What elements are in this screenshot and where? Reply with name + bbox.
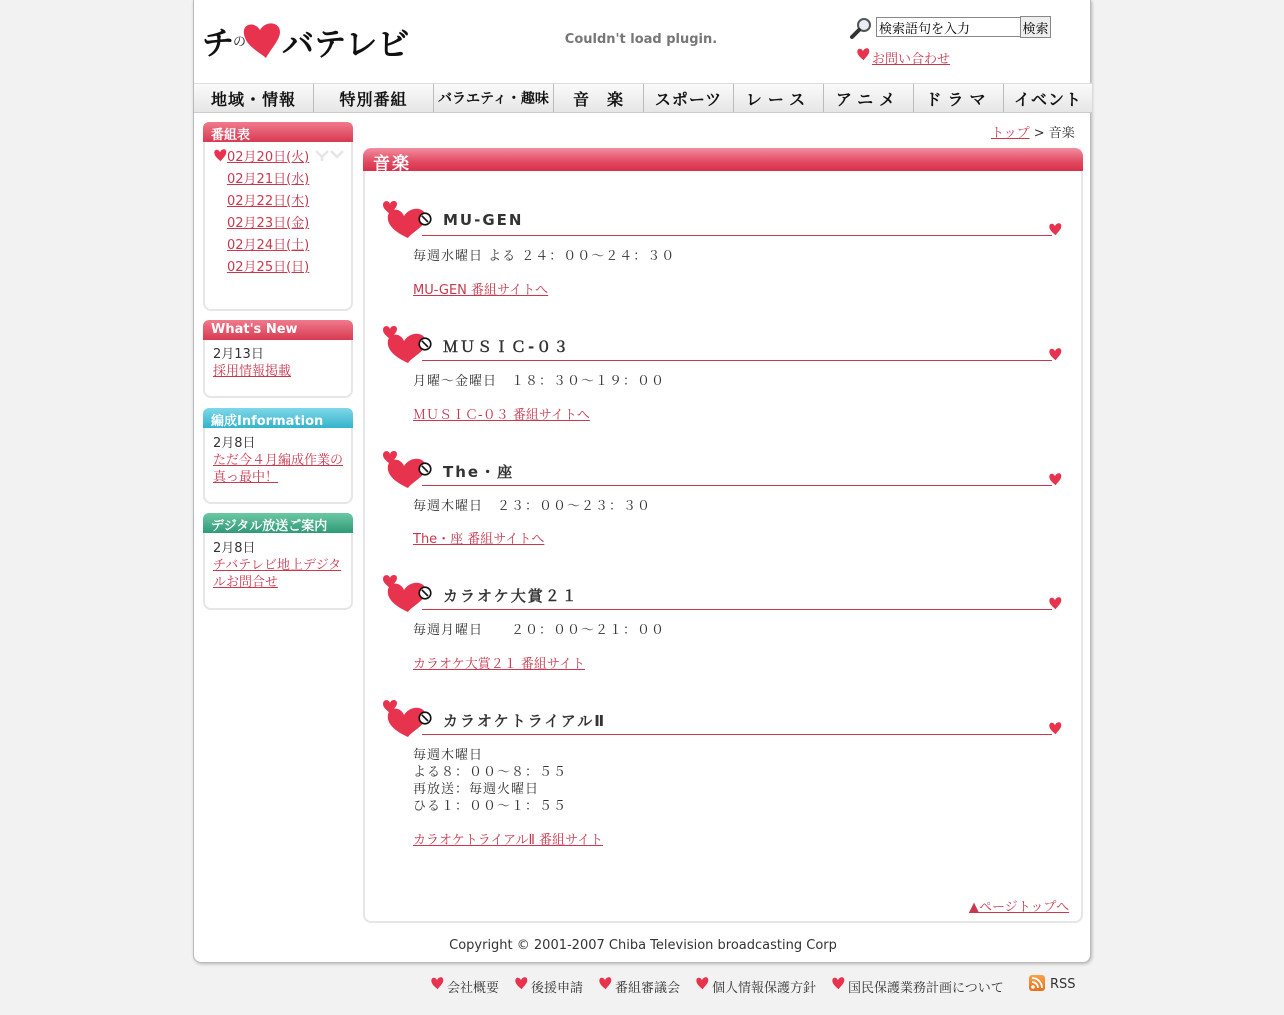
program-item bbox=[382, 325, 1072, 425]
whats-new-box bbox=[203, 320, 353, 398]
clock-icon bbox=[418, 711, 432, 725]
heart-icon bbox=[695, 976, 709, 994]
nav-item-variety[interactable]: バラエティ・趣味 bbox=[434, 84, 554, 112]
schedule-box bbox=[203, 122, 353, 311]
whats-new-date: 2月13日 bbox=[213, 347, 264, 362]
page-container bbox=[193, 0, 1091, 963]
copyright: Copyright © 2001-2007 Chiba Television broadcasting Corp bbox=[449, 938, 837, 953]
schedule-line: 毎週水曜日 よる ２４：００～２４：３０ bbox=[413, 249, 676, 264]
list-item bbox=[227, 234, 351, 256]
program-schedule bbox=[413, 373, 665, 390]
digital-link[interactable]: チバテレビ地上デジタルお問合せ bbox=[213, 558, 342, 590]
schedule-date-link[interactable]: 02月23日(金) bbox=[227, 216, 310, 231]
contact-link[interactable]: お問い合わせ bbox=[872, 52, 951, 67]
digital-title: デジタル放送ご案内 bbox=[203, 513, 353, 533]
heart-icon bbox=[430, 976, 444, 994]
info-date: 2月8日 bbox=[213, 436, 256, 451]
nav-item-sports[interactable]: スポーツ bbox=[644, 84, 734, 112]
heart-icon bbox=[1048, 472, 1062, 490]
program-title: カラオケ大賞２１ bbox=[443, 587, 579, 605]
digital-box bbox=[203, 513, 353, 610]
site-logo[interactable] bbox=[202, 20, 432, 60]
list-item bbox=[227, 146, 351, 168]
list-item bbox=[227, 212, 351, 234]
heart-icon bbox=[1048, 596, 1062, 614]
clock-icon bbox=[418, 462, 432, 476]
breadcrumb-separator: > bbox=[1029, 126, 1049, 141]
whats-new-link[interactable]: 採用情報掲載 bbox=[213, 364, 292, 379]
program-schedule bbox=[413, 248, 675, 265]
info-link[interactable]: ただ今４月編成作業の真っ最中！ bbox=[213, 453, 344, 485]
program-site-link[interactable]: カラオケ大賞２１ 番組サイト bbox=[413, 657, 585, 672]
schedule-date-link[interactable]: 02月21日(水) bbox=[227, 172, 310, 187]
schedule-line: 再放送：毎週火曜日 bbox=[413, 782, 540, 797]
program-item bbox=[382, 699, 1072, 859]
list-item bbox=[227, 190, 351, 212]
heart-icon bbox=[514, 976, 528, 994]
schedule-title: 番組表 bbox=[203, 122, 353, 142]
footer-link-label: 会社概要 bbox=[447, 981, 500, 996]
clock-icon bbox=[418, 586, 432, 600]
plugin-message: Couldn't load plugin. bbox=[564, 32, 718, 47]
program-title: The・座 bbox=[443, 463, 515, 481]
program-site-link[interactable]: The・座 番組サイトへ bbox=[413, 532, 545, 547]
search-icon bbox=[850, 16, 874, 40]
list-item bbox=[227, 256, 351, 278]
footer-link-label: 後援申請 bbox=[531, 981, 584, 996]
nav-item-anime[interactable]: アニメ bbox=[824, 84, 914, 112]
main-nav bbox=[194, 83, 1092, 113]
svg-text:の: の bbox=[233, 35, 247, 50]
info-title: 編成Information bbox=[203, 408, 353, 428]
nav-item-drama[interactable]: ドラマ bbox=[914, 84, 1004, 112]
heart-icon bbox=[856, 47, 870, 65]
info-box bbox=[203, 408, 353, 504]
nav-item-event[interactable]: イベント bbox=[1013, 89, 1082, 109]
schedule-line: ひる１：００～１：５５ bbox=[413, 799, 568, 814]
breadcrumb-home-link[interactable]: トップ bbox=[991, 126, 1030, 141]
rss-icon bbox=[1029, 975, 1045, 991]
divider bbox=[422, 734, 1052, 735]
program-title: カラオケトライアルⅡ bbox=[443, 712, 607, 730]
page-top-link[interactable]: ▲ページトップへ bbox=[969, 900, 1070, 915]
program-item bbox=[382, 450, 1072, 550]
program-schedule bbox=[413, 498, 651, 515]
divider bbox=[422, 609, 1052, 610]
schedule-line: 毎週月曜日 ２０：００～２１：００ bbox=[413, 623, 666, 638]
search-button[interactable]: 検索 bbox=[1020, 16, 1051, 38]
heart-icon bbox=[831, 976, 845, 994]
schedule-list bbox=[205, 142, 351, 278]
schedule-date-link[interactable]: 02月20日(火) bbox=[227, 150, 310, 165]
nav-item-special[interactable]: 特別番組 bbox=[314, 84, 434, 112]
program-schedule bbox=[413, 622, 665, 639]
list-item bbox=[227, 168, 351, 190]
schedule-line: 毎週木曜日 bbox=[413, 748, 484, 763]
schedule-line: よる８：００～８：５５ bbox=[413, 765, 568, 780]
search-input[interactable] bbox=[876, 17, 1021, 37]
program-site-link[interactable]: MU-GEN 番組サイトへ bbox=[413, 283, 549, 298]
nav-item-race[interactable]: レース bbox=[734, 84, 824, 112]
schedule-date-link[interactable]: 02月24日(土) bbox=[227, 238, 310, 253]
clock-icon bbox=[418, 212, 432, 226]
nav-item-region[interactable]: 地域・情報 bbox=[194, 84, 314, 112]
divider bbox=[422, 235, 1052, 236]
heart-icon bbox=[598, 976, 612, 994]
whats-new-title: What's New bbox=[203, 320, 353, 340]
clock-icon bbox=[418, 337, 432, 351]
breadcrumb-current: 音楽 bbox=[1048, 126, 1075, 141]
heart-icon bbox=[1048, 222, 1062, 240]
breadcrumb bbox=[991, 122, 1075, 141]
program-schedule bbox=[413, 747, 567, 815]
program-title: MU-GEN bbox=[443, 211, 524, 229]
program-site-link[interactable]: ＭＵＳＩＣ-０３ 番組サイトへ bbox=[413, 408, 590, 423]
footer-link-label: 個人情報保護方針 bbox=[712, 981, 817, 996]
program-site-link[interactable]: カラオケトライアルⅡ 番組サイト bbox=[413, 833, 604, 848]
program-item bbox=[382, 574, 1072, 674]
schedule-date-link[interactable]: 02月22日(木) bbox=[227, 194, 310, 209]
nav-item-music[interactable]: 音 楽 bbox=[554, 84, 644, 112]
footer-link-label: 番組審議会 bbox=[615, 981, 681, 996]
schedule-line: 月曜～金曜日 １８：３０～１９：００ bbox=[413, 374, 666, 389]
svg-text:チ: チ bbox=[202, 24, 235, 60]
digital-date: 2月8日 bbox=[213, 541, 256, 556]
heart-icon bbox=[1048, 721, 1062, 739]
program-title: ＭＵＳＩＣ-０３ bbox=[443, 338, 571, 356]
divider bbox=[422, 485, 1052, 486]
page-title: 音楽 bbox=[363, 148, 1083, 171]
footer-link-label: 国民保護業務計画について bbox=[848, 981, 1004, 996]
schedule-line: 毎週木曜日 ２３：００～２３：３０ bbox=[413, 499, 652, 514]
heart-icon bbox=[1048, 347, 1062, 365]
schedule-date-link[interactable]: 02月25日(日) bbox=[227, 260, 310, 275]
program-item bbox=[382, 200, 1072, 300]
rss-label: RSS bbox=[1050, 977, 1076, 992]
svg-text:バテレビ: バテレビ bbox=[282, 25, 410, 60]
divider bbox=[422, 360, 1052, 361]
